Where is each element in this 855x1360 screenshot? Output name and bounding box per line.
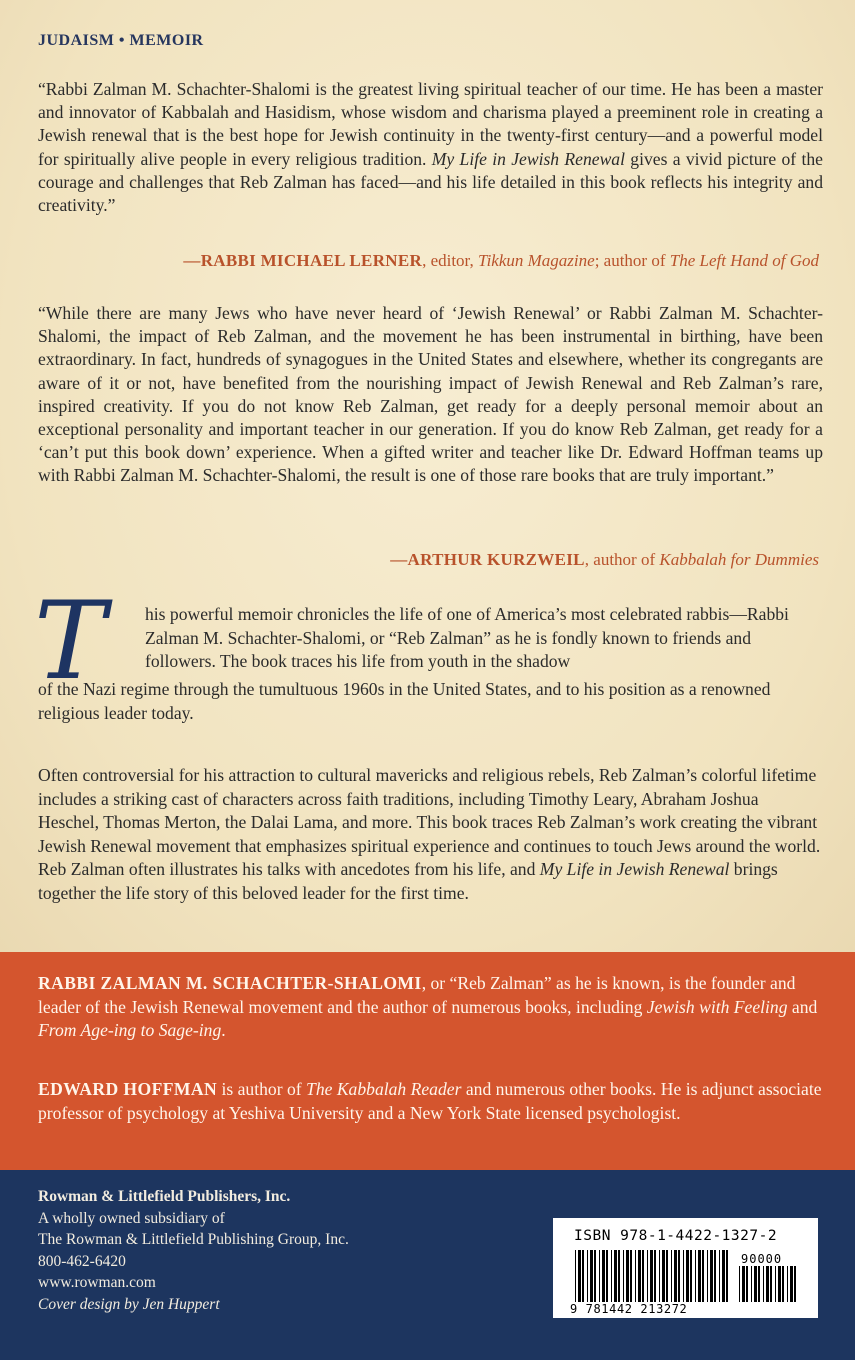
barcode-bar	[599, 1250, 600, 1302]
publisher-name: Rowman & Littlefield Publishers, Inc.	[38, 1188, 291, 1205]
barcode-bar	[698, 1250, 701, 1302]
bio-text: and numerous other books. He is adjunct associate professor of psychology at Yeshiva University and a New York State licensed psychologist.	[38, 1079, 822, 1123]
book-title: My Life in Jewish Renewal	[539, 859, 730, 880]
attribution-lerner	[183, 251, 819, 271]
barcode-bar	[707, 1250, 708, 1302]
endorsement-quote-lerner	[38, 78, 823, 217]
attribution-kurzweil	[390, 550, 819, 570]
barcode-bar	[578, 1250, 581, 1302]
barcode-bar	[746, 1266, 748, 1302]
book-title: Kabbalah for Dummies	[659, 550, 819, 569]
isbn-number: ISBN 978-1-4422-1327-2	[574, 1228, 778, 1244]
barcode-bar	[582, 1250, 584, 1302]
barcode-bar	[614, 1250, 617, 1302]
publisher-phone: 800-462-6420	[38, 1252, 126, 1270]
barcode-bar	[638, 1250, 641, 1302]
publisher-info	[38, 1186, 349, 1315]
barcode-bar	[710, 1250, 713, 1302]
barcode-icon	[575, 1250, 733, 1302]
addon-barcode-icon	[739, 1266, 799, 1302]
description-paragraph-2	[38, 764, 823, 906]
endorser-name: —RABBI MICHAEL LERNER	[183, 251, 423, 270]
barcode-bar	[787, 1266, 788, 1302]
barcode-bar	[754, 1266, 757, 1302]
barcode-bar	[782, 1266, 784, 1302]
barcode-bar	[611, 1250, 612, 1302]
barcode-bar	[714, 1250, 716, 1302]
barcode-bar	[630, 1250, 632, 1302]
barcode-bar	[671, 1250, 672, 1302]
barcode-bar	[674, 1250, 677, 1302]
barcode-bar	[650, 1250, 653, 1302]
paragraph-text: Often controversial for his attraction to cultural mavericks and religious rebels, Reb Zalman’s colorful lifetime includes a striking cast of characters across faith traditions, including Timothy Leary, Abraham Joshua Heschel, Thomas Merton, the Dalai Lama, and more. This book traces Reb Zalman’s work creating the vibrant Jewish Renewal movement that emphasizes spiritual experience and continues to touch Jews around the world. Reb Zalman often illustrates his talks with ancedotes from his life, and	[38, 765, 821, 880]
category-label: JUDAISM • MEMOIR	[38, 32, 204, 49]
barcode-bar	[770, 1266, 772, 1302]
endorsement-quote-kurzweil: “While there are many Jews who have never heard of ‘Jewish Renewal’ or Rabbi Zalman M. Schachter-Shalomi, the impact of Reb Zalman, and the movement he has been instrumental in birthing, have been extraordinary. In fact, hundreds of synagogues in the United States and elsewhere, whether its congregants are aware of it or not, have benefited from the nourishing impact of Jewish Renewal and Reb Zalman’s rare, inspired creativity. If you do not know Reb Zalman, get ready for a deeply personal memoir about an exceptional personality and important teacher in our generation. If you do know Reb Zalman, get ready for a ‘can’t put this book down’ experience. When a gifted writer and teacher like Dr. Edward Hoffman teams up with Rabbi Zalman M. Schachter-Shalomi, the result is one of those rare books that are truly important.”	[38, 303, 823, 486]
barcode-bar	[790, 1266, 793, 1302]
description-first-lines: his powerful memoir chronicles the life of one of America’s most celebrated rabbis—Rabbi Zalman M. Schachter-Shalomi, or “Reb Zalman” as he is fondly known to friends and followers. The book traces his life from youth in the shadow	[145, 604, 789, 672]
attribution-text: ; author of	[594, 251, 670, 270]
barcode-bar	[575, 1250, 576, 1302]
barcode-bar	[635, 1250, 636, 1302]
barcode-bar	[678, 1250, 680, 1302]
barcode-bar	[719, 1250, 720, 1302]
author-name: RABBI ZALMAN M. SCHACHTER-SHALOMI	[38, 973, 422, 993]
barcode-bar	[618, 1250, 620, 1302]
publisher-website: www.rowman.com	[38, 1274, 156, 1291]
bio-text: and	[787, 996, 818, 1017]
barcode-bar	[683, 1250, 684, 1302]
barcode-bar	[686, 1250, 689, 1302]
barcode-bar	[742, 1266, 745, 1302]
barcode-digits: 9 781442 213272	[570, 1302, 688, 1316]
quote-text: gives a vivid picture of the courage and challenges that Reb Zalman has faced—and his life detailed in this book reflects his integrity and creativity.”	[38, 148, 823, 216]
barcode-bar	[778, 1266, 781, 1302]
description-continued: of the Nazi regime through the tumultuous 1960s in the United States, and to his position as a renowned religious leader today.	[38, 679, 771, 723]
barcode-bar	[695, 1250, 696, 1302]
author-bio-hoffman	[38, 1078, 823, 1125]
bio-text: .	[221, 1020, 226, 1041]
publication-title: Tikkun Magazine	[478, 251, 595, 270]
barcode-bar	[702, 1250, 704, 1302]
drop-cap: T	[34, 579, 107, 704]
barcode-bar	[751, 1266, 752, 1302]
barcode-bar	[602, 1250, 605, 1302]
barcode-bar	[775, 1266, 776, 1302]
author-name: EDWARD HOFFMAN	[38, 1079, 218, 1099]
barcode-bar	[642, 1250, 644, 1302]
attribution-text: , author of	[584, 550, 660, 569]
barcode-bar	[794, 1266, 796, 1302]
barcode-bar	[666, 1250, 668, 1302]
attribution-text: , editor,	[422, 251, 479, 270]
bio-text: , or “Reb Zalman” as he is known, is the founder and leader of the Jewish Renewal movement and the author of numerous books, including	[38, 973, 796, 1017]
barcode-bar	[766, 1266, 769, 1302]
barcode-bar	[758, 1266, 760, 1302]
barcode-bar	[626, 1250, 629, 1302]
isbn-barcode	[553, 1218, 818, 1318]
endorser-name: —ARTHUR KURZWEIL	[390, 550, 585, 569]
publisher-line: A wholly owned subsidiary of	[38, 1209, 225, 1227]
book-title: Jewish with Feeling	[646, 996, 788, 1017]
publisher-line: The Rowman & Littlefield Publishing Group, Inc.	[38, 1231, 349, 1248]
book-title: The Left Hand of God	[669, 251, 819, 270]
barcode-bar	[647, 1250, 648, 1302]
quote-text: “Rabbi Zalman M. Schachter-Shalomi is the greatest living spiritual teacher of our time. He has been a master and innovator of Kabbalah and Hasidism, whose wisdom and charisma played a preeminent role in creating a Jewish renewal that is the best hope for Jewish continuity in the twenty-first century—and a powerful model for spiritually alive people in every religious tradition.	[38, 79, 823, 169]
barcode-bar	[722, 1250, 725, 1302]
barcode-bar	[654, 1250, 656, 1302]
barcode-bar	[623, 1250, 624, 1302]
barcode-bar	[739, 1266, 740, 1302]
barcode-addon-digits: 90000	[741, 1252, 783, 1266]
barcode-bar	[690, 1250, 692, 1302]
barcode-bar	[662, 1250, 665, 1302]
barcode-bar	[606, 1250, 608, 1302]
cover-design-credit: Cover design by Jen Huppert	[38, 1295, 220, 1313]
barcode-bar	[726, 1250, 728, 1302]
book-title: The Kabbalah Reader	[306, 1079, 462, 1099]
book-title: My Life in Jewish Renewal	[431, 148, 625, 169]
paragraph-text: brings together the life story of this beloved leader for the first time.	[38, 859, 778, 903]
barcode-bar	[590, 1250, 593, 1302]
barcode-bar	[587, 1250, 588, 1302]
barcode-bar	[763, 1266, 764, 1302]
barcode-bar	[659, 1250, 660, 1302]
barcode-bar	[594, 1250, 596, 1302]
author-bio-schachter	[38, 972, 823, 1043]
bio-text: is author of	[217, 1079, 307, 1099]
book-title: From Age-ing to Sage-ing	[38, 1020, 222, 1041]
